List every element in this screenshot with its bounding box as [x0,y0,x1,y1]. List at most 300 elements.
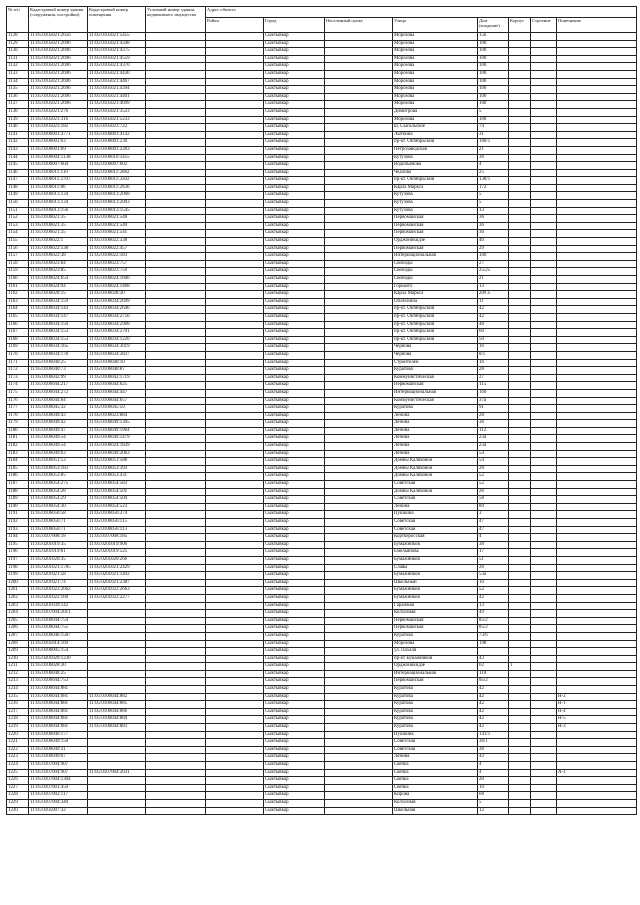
city-cell: Сыктывкар [264,162,325,170]
settlement-cell [325,587,393,595]
settlement-cell [325,610,393,618]
city-cell: Сыктывкар [264,389,325,397]
premise-cell [557,670,637,678]
premise-cell [557,63,637,71]
building-cell [531,192,557,200]
settlement-cell [325,807,393,815]
table-row [7,177,637,185]
district-cell [206,632,264,640]
building-cell [531,762,557,770]
street-cell: Горького [393,283,478,291]
city-cell: Сыктывкар [264,420,325,428]
table-row [7,131,637,139]
table-row [7,344,637,352]
district-cell [206,754,264,762]
row-number: 1181 [7,435,29,443]
cad-room-number: 11:05:0107004:2031 [88,769,146,777]
city-cell: Сыктывкар [264,473,325,481]
district-cell [206,78,264,86]
premise-cell [557,519,637,527]
settlement-cell [325,648,393,656]
city-cell: Сыктывкар [264,663,325,671]
settlement-cell [325,511,393,519]
table-row [7,336,637,344]
district-cell [206,215,264,223]
city-cell: Сыктывкар [264,329,325,337]
cad-room-number: 11:05:0201021:2387 [88,579,146,587]
district-cell [206,93,264,101]
premise-cell [557,617,637,625]
conditional-number [146,526,206,534]
korpus-cell [509,313,531,321]
row-number: 1223 [7,754,29,762]
cad-building-number: 11:05:0106044:217 [29,382,88,390]
building-cell [531,746,557,754]
conditional-number [146,594,206,602]
street-cell: Морозова [393,33,478,41]
street-cell: Советская [393,746,478,754]
cad-building-number: 11:05:0106044:881 [29,708,88,716]
settlement-cell [325,230,393,238]
korpus-cell [509,632,531,640]
conditional-number [146,313,206,321]
street-cell: пр-кт. Октябрьский [393,306,478,314]
cad-building-number: 11:05:0106034:147 [29,313,88,321]
cad-building-number: 11:05:0201020:35 [29,556,88,564]
city-cell: Сыктывкар [264,701,325,709]
house-cell: 160 [478,389,509,397]
row-number: 1136 [7,93,29,101]
building-cell [531,754,557,762]
street-cell: Гаражная [393,602,478,610]
street-cell: Чернова [393,344,478,352]
settlement-cell [325,427,393,435]
cad-building-number: 11:05:0105021:2696 [29,93,88,101]
cad-building-number: 11:05:0106044:881 [29,693,88,701]
district-cell [206,291,264,299]
premise-cell [557,268,637,276]
district-cell [206,435,264,443]
settlement-cell [325,420,393,428]
korpus-cell [509,55,531,63]
house-cell: 23а [478,443,509,451]
district-cell [206,526,264,534]
city-cell: Сыктывкар [264,154,325,162]
table-row [7,63,637,71]
table-row [7,632,637,640]
conditional-number [146,739,206,747]
cad-building-number: 11:05:0105021:2696 [29,40,88,48]
korpus-cell [509,268,531,276]
row-number: 1199 [7,572,29,580]
settlement-cell [325,602,393,610]
building-cell [531,405,557,413]
street-cell: пр-кт. Октябрьский [393,329,478,337]
premise-cell [557,329,637,337]
premise-cell [557,146,637,154]
city-cell: Сыктывкар [264,769,325,777]
house-cell: 73/6 [478,632,509,640]
cad-room-number: 11:05:0105021:4375 [88,48,146,56]
korpus-cell [509,458,531,466]
city-cell: Сыктывкар [264,245,325,253]
street-cell: Водопьянова [393,162,478,170]
cad-room-number: 11:05:0105021:3523 [88,108,146,116]
house-cell: 5 [478,799,509,807]
row-number: 1155 [7,238,29,246]
city-cell: Сыктывкар [264,799,325,807]
street-cell: Куратова [393,693,478,701]
cad-room-number [88,617,146,625]
house-cell: 26 [478,564,509,572]
cad-room-number: 11:05:0106044:657 [88,397,146,405]
table-row [7,541,637,549]
building-cell [531,389,557,397]
row-number: 1130 [7,48,29,56]
korpus-cell [509,519,531,527]
street-cell: Морозова [393,55,478,63]
conditional-number [146,78,206,86]
conditional-number [146,587,206,595]
korpus-cell [509,541,531,549]
building-cell [531,260,557,268]
korpus-cell [509,154,531,162]
conditional-number [146,443,206,451]
cad-building-number: 11:05:0106046:1587 [29,632,88,640]
cad-room-number [88,632,146,640]
street-cell: Морозова [393,78,478,86]
city-cell: Сыктывкар [264,746,325,754]
cad-building-number: 11:05:0106011:86 [29,184,88,192]
house-cell: 100 [478,101,509,109]
house-cell: 49 [478,610,509,618]
district-cell [206,321,264,329]
city-cell: Сыктывкар [264,283,325,291]
district-cell [206,192,264,200]
premise-cell [557,291,637,299]
house-cell: 36 [478,215,509,223]
building-cell [531,617,557,625]
table-row [7,686,637,694]
premise-cell [557,678,637,686]
house-cell: 11 [478,298,509,306]
cad-room-number [88,746,146,754]
district-cell [206,511,264,519]
house-cell: 21 [478,146,509,154]
settlement-cell [325,116,393,124]
house-cell: 74 [478,124,509,132]
district-cell [206,139,264,147]
city-cell: Сыктывкар [264,177,325,185]
cad-room-number: 11:05:0106011:2082 [88,169,146,177]
table-row [7,549,637,557]
korpus-cell [509,420,531,428]
cad-room-number: 11:05:0106034:2837 [88,351,146,359]
premise-cell: Н-2 [557,693,637,701]
street-cell: Ленина [393,503,478,511]
district-cell [206,207,264,215]
table-row [7,792,637,800]
cad-room-number: 11:05:0105021:4699 [88,101,146,109]
district-cell [206,313,264,321]
korpus-cell [509,336,531,344]
premise-cell [557,139,637,147]
korpus-cell [509,359,531,367]
conditional-number [146,253,206,261]
conditional-number [146,230,206,238]
cad-room-number: 11:05:0106040:10 [88,359,146,367]
city-cell: Сыктывкар [264,139,325,147]
table-row [7,405,637,413]
premise-cell [557,663,637,671]
settlement-cell [325,769,393,777]
korpus-cell [509,549,531,557]
city-cell: Сыктывкар [264,739,325,747]
korpus-cell [509,215,531,223]
premise-cell [557,534,637,542]
cad-building-number: 11:05:0106046:177 [29,731,88,739]
house-cell: 10 [478,784,509,792]
cad-room-number: 11:05:0106044:883 [88,724,146,732]
row-number: 1188 [7,488,29,496]
korpus-cell [509,291,531,299]
district-cell [206,329,264,337]
cad-building-number: 11:05:0106013:156 [29,207,88,215]
register-sheet [6,6,636,815]
district-cell [206,663,264,671]
row-number: 1211 [7,663,29,671]
cad-building-number: 11:05:0106044:755 [29,625,88,633]
street-cell: Домны Каликовой [393,473,478,481]
cad-room-number: 11:05:0106034:3019 [88,344,146,352]
district-cell [206,458,264,466]
district-cell [206,693,264,701]
row-number: 1200 [7,579,29,587]
cad-room-number: 11:05:0105021:4430 [88,70,146,78]
settlement-cell [325,564,393,572]
korpus-cell [509,481,531,489]
cad-building-number: 11:05:0106044:881 [29,686,88,694]
building-cell [531,230,557,238]
korpus-cell [509,465,531,473]
table-row [7,207,637,215]
conditional-number [146,610,206,618]
table-row [7,253,637,261]
building-cell [531,329,557,337]
premise-cell [557,602,637,610]
premise-cell [557,55,637,63]
row-number: 1142 [7,139,29,147]
city-cell: Сыктывкар [264,754,325,762]
cad-building-number: 11:05:0106049:47 [29,427,88,435]
premise-cell [557,564,637,572]
city-cell: Сыктывкар [264,230,325,238]
table-row [7,260,637,268]
settlement-cell [325,617,393,625]
table-row [7,93,637,101]
street-cell: Интернациональная [393,253,478,261]
conditional-number [146,519,206,527]
premise-cell [557,579,637,587]
building-cell [531,351,557,359]
settlement-cell [325,146,393,154]
city-cell: Сыктывкар [264,291,325,299]
conditional-number [146,420,206,428]
korpus-cell [509,762,531,770]
city-cell: Сыктывкар [264,731,325,739]
table-row [7,564,637,572]
city-cell: Сыктывкар [264,777,325,785]
cad-room-number: 11:05:0105021:4370 [88,63,146,71]
korpus-cell [509,344,531,352]
premise-cell [557,351,637,359]
cad-room-number [88,807,146,815]
house-cell: 110 [478,670,509,678]
korpus-cell [509,207,531,215]
street-cell: Свечка [393,777,478,785]
building-cell [531,534,557,542]
korpus-cell [509,298,531,306]
conditional-number [146,473,206,481]
row-number: 1186 [7,473,29,481]
street-cell: Первомайская [393,678,478,686]
street-cell: Свободы [393,276,478,284]
building-cell [531,124,557,132]
settlement-cell [325,731,393,739]
header-premise: Помещение [557,18,637,33]
city-cell: Сыктывкар [264,86,325,94]
cad-building-number: 11:05:0106034:153 [29,336,88,344]
building-cell [531,625,557,633]
korpus-cell [509,701,531,709]
house-cell: 42 [478,693,509,701]
premise-cell [557,549,637,557]
premise-cell [557,792,637,800]
district-cell [206,746,264,754]
table-row [7,40,637,48]
cad-room-number: 11:05:0106044:625 [88,382,146,390]
house-cell: 62 [478,663,509,671]
conditional-number [146,465,206,473]
building-cell [531,313,557,321]
settlement-cell [325,351,393,359]
premise-cell [557,496,637,504]
row-number: 1146 [7,169,29,177]
cad-room-number: 11:05:0106023:757 [88,260,146,268]
district-cell [206,306,264,314]
house-cell: 4 [478,162,509,170]
conditional-number [146,686,206,694]
street-cell: Кутузова [393,207,478,215]
district-cell [206,724,264,732]
table-row [7,321,637,329]
building-cell [531,610,557,618]
header-korpus: Корпус [509,18,531,33]
premise-cell [557,405,637,413]
building-cell [531,443,557,451]
street-cell: Куратова [393,367,478,375]
cad-room-number: 11:05:0106049:1305 [88,420,146,428]
city-cell: Сыктывкар [264,625,325,633]
house-cell: 53а [478,572,509,580]
row-number: 1191 [7,511,29,519]
korpus-cell [509,693,531,701]
table-row [7,739,637,747]
table-row [7,268,637,276]
row-number: 1149 [7,192,29,200]
district-cell [206,374,264,382]
city-cell: Сыктывкар [264,63,325,71]
row-number: 1129 [7,40,29,48]
cad-building-number: 11:05:0106044:881 [29,701,88,709]
street-cell: Ленина [393,443,478,451]
premise-cell: Н-4 [557,708,637,716]
settlement-cell [325,739,393,747]
district-cell [206,177,264,185]
conditional-number [146,55,206,63]
settlement-cell [325,344,393,352]
house-cell: 5 [478,192,509,200]
city-cell: Сыктывкар [264,405,325,413]
cad-building-number: 11:05:0107001:459 [29,784,88,792]
table-row [7,276,637,284]
table-row [7,215,637,223]
row-number: 1141 [7,131,29,139]
table-row [7,693,637,701]
conditional-number [146,579,206,587]
street-cell: Морозова [393,116,478,124]
row-number: 1206 [7,625,29,633]
building-cell [531,200,557,208]
city-cell: Сыктывкар [264,579,325,587]
building-cell [531,632,557,640]
building-cell [531,792,557,800]
street-cell: Орджоникидзе [393,238,478,246]
settlement-cell [325,670,393,678]
settlement-cell [325,777,393,785]
premise-cell [557,367,637,375]
korpus-cell [509,754,531,762]
city-cell: Сыктывкар [264,450,325,458]
cad-building-number: 11:05:0106049:31 [29,746,88,754]
premise-cell [557,556,637,564]
row-number: 1203 [7,602,29,610]
table-row [7,238,637,246]
row-number: 1220 [7,731,29,739]
table-row [7,291,637,299]
cad-building-number: 11:05:0107004:340 [29,799,88,807]
street-cell: Первомайская [393,215,478,223]
table-row [7,192,637,200]
house-cell: 13 [478,602,509,610]
cad-building-number: 11:05:0106056:71 [29,526,88,534]
korpus-cell [509,534,531,542]
premise-cell [557,686,637,694]
conditional-number [146,169,206,177]
cad-building-number: 11:05:0105021:2696 [29,55,88,63]
conditional-number [146,670,206,678]
house-cell: 85/2 [478,617,509,625]
street-cell: Оплеснина [393,298,478,306]
building-cell [531,336,557,344]
cad-room-number: 11:05:0106054:583 [88,481,146,489]
building-cell [531,367,557,375]
house-cell: 60 [478,329,509,337]
table-row [7,184,637,192]
premise-cell [557,473,637,481]
cad-building-number: 11:05:0106021:35 [29,222,88,230]
building-cell [531,686,557,694]
